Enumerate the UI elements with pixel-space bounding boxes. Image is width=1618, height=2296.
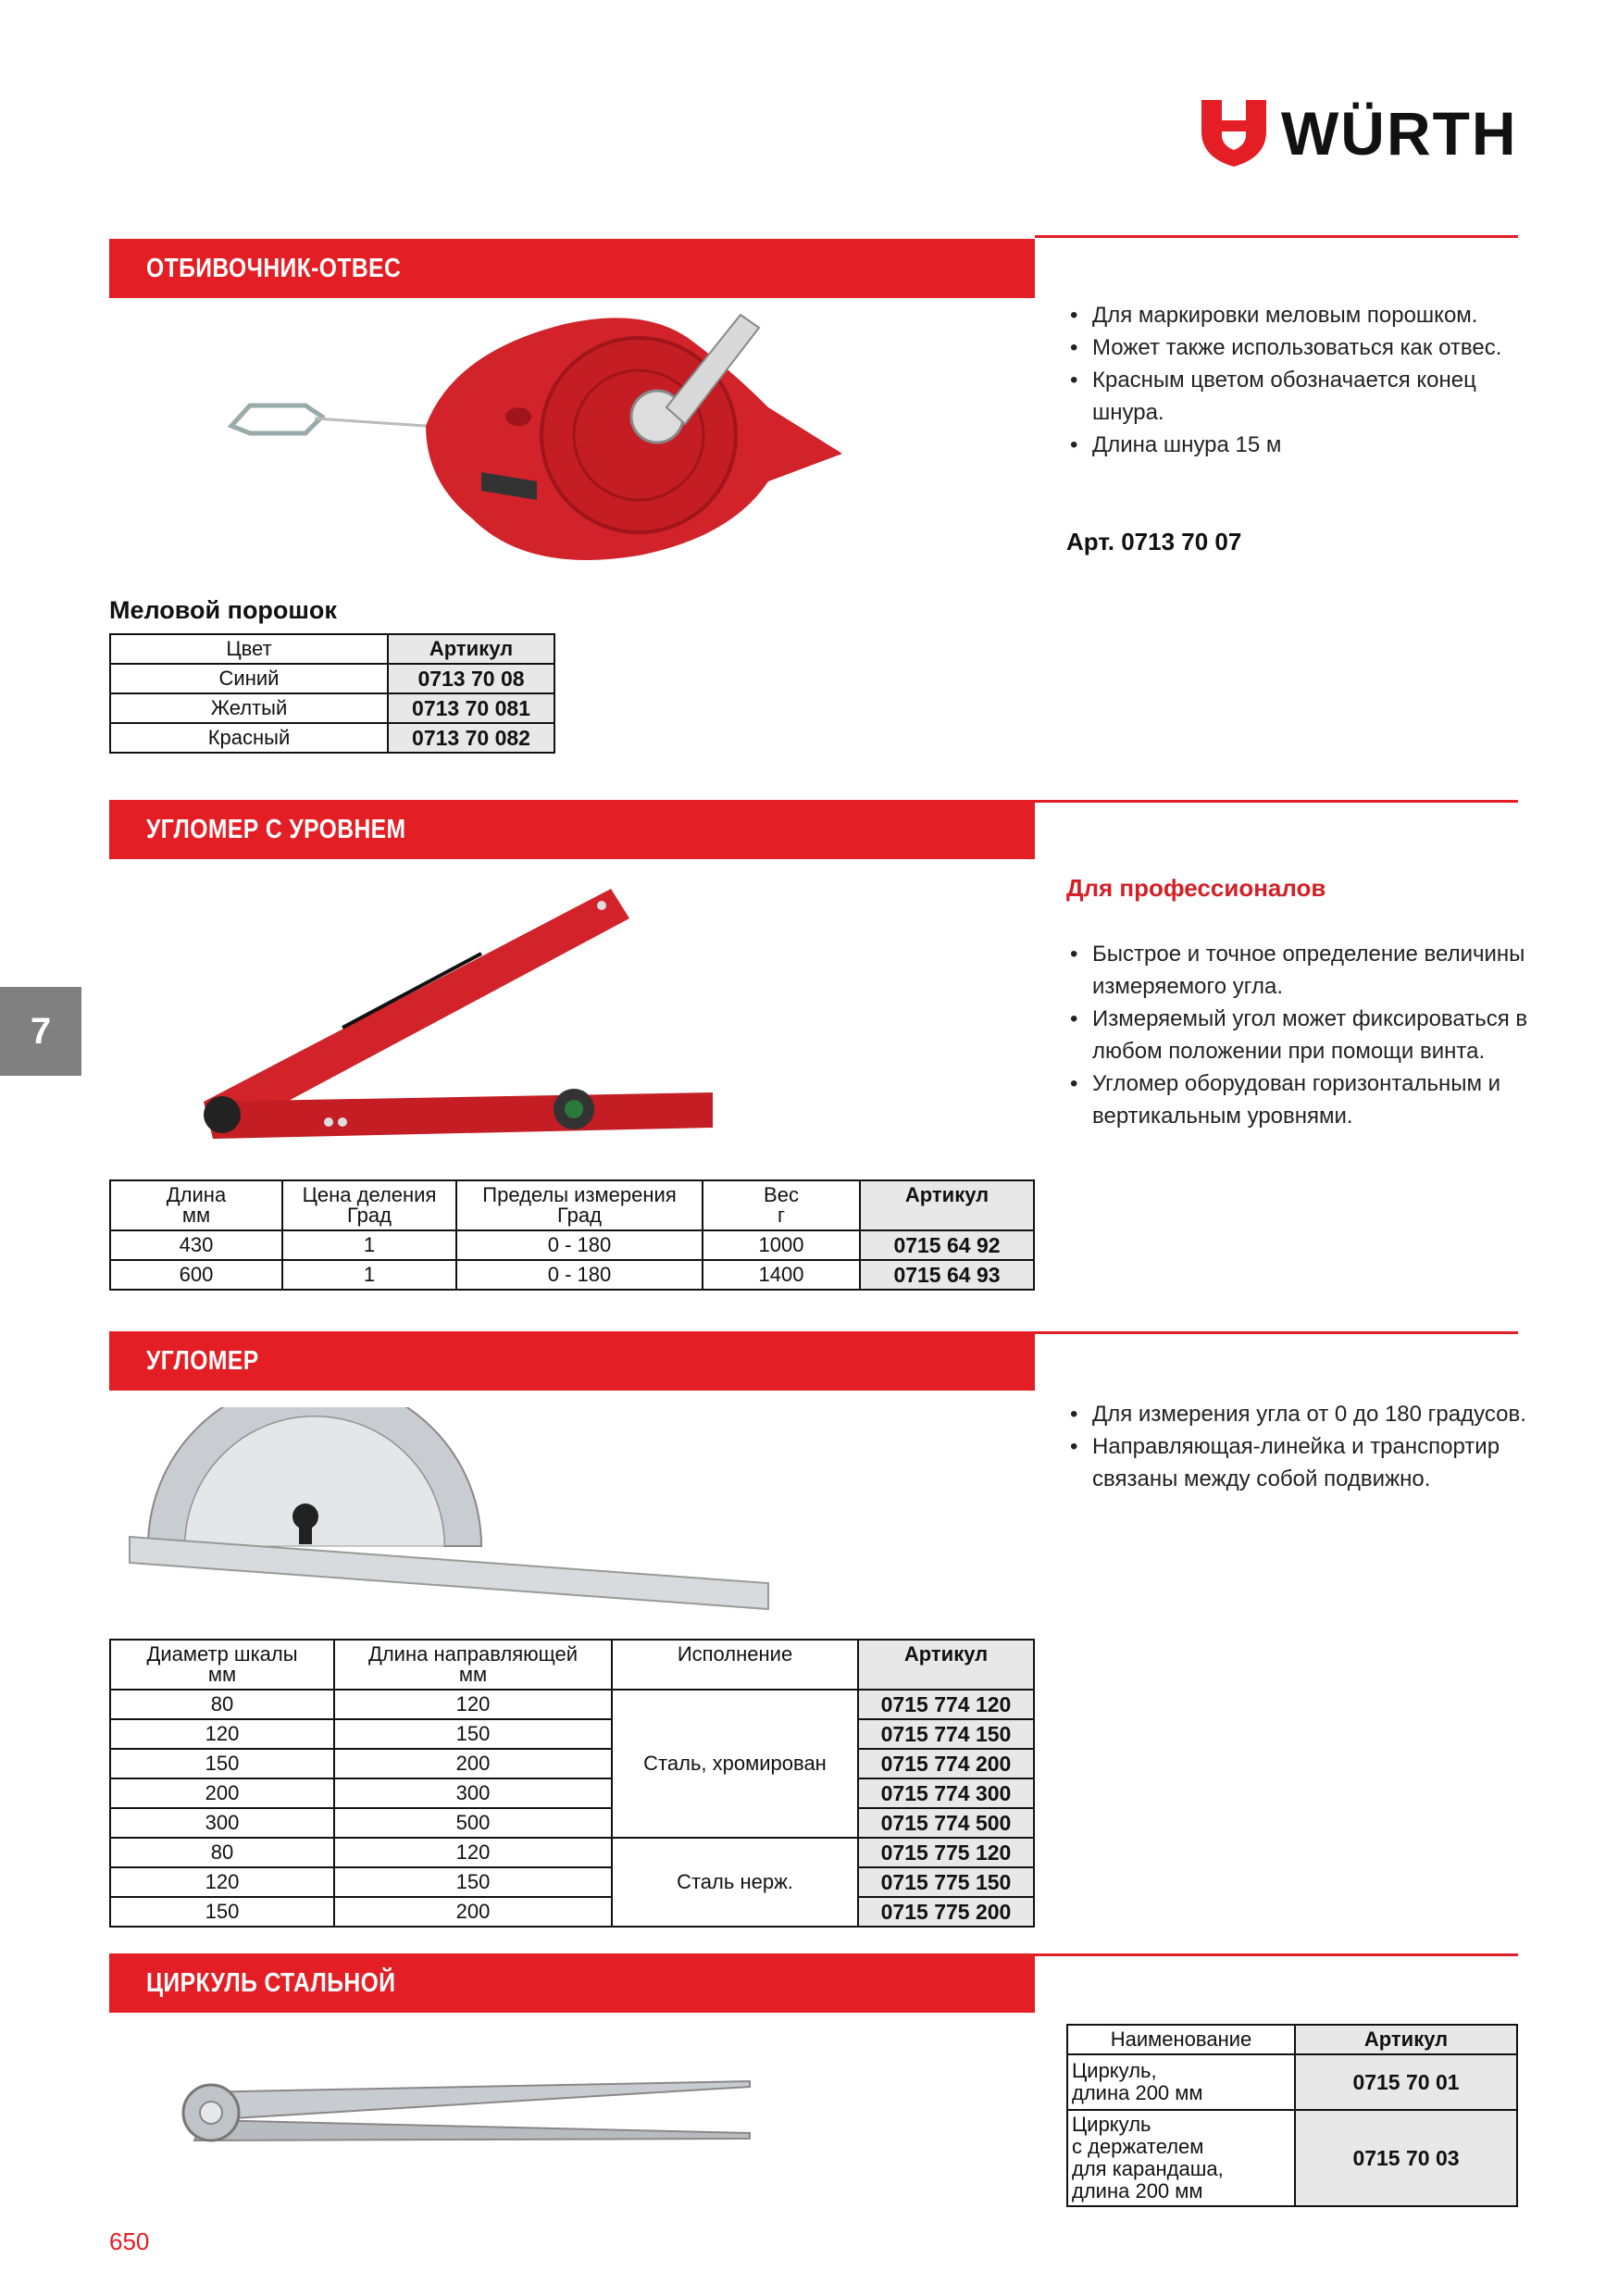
- section-divider: [1035, 235, 1518, 238]
- table-cell: 200: [334, 1897, 612, 1927]
- column-header: Артикул: [858, 1640, 1034, 1690]
- section-header-chalk-line: [109, 239, 1035, 298]
- table-cell: 600: [110, 1260, 282, 1290]
- section-divider: [1035, 800, 1518, 803]
- table-cell: 150: [334, 1867, 612, 1897]
- column-header: Диаметр шкалы мм: [110, 1640, 334, 1690]
- table-cell: 0713 70 081: [388, 693, 554, 723]
- section-header-compass: [109, 1953, 1035, 2013]
- product-name-cell: Циркуль с держателем для карандаша, длина 200 мм: [1067, 2110, 1295, 2206]
- table-cell: 300: [110, 1808, 334, 1838]
- table-row: [110, 1867, 1034, 1897]
- column-header: Пределы измерения Град: [456, 1180, 703, 1230]
- chalk-line-article: Арт. 0713 70 07: [1066, 528, 1242, 555]
- table-cell: 120: [334, 1690, 612, 1719]
- column-header: Вес г: [703, 1180, 860, 1230]
- wurth-logo-icon: [1201, 100, 1266, 167]
- table-cell: 0713 70 08: [388, 664, 554, 693]
- brand-name: WÜRTH: [1281, 99, 1518, 168]
- level-protractor-features: [1066, 938, 1529, 1132]
- table-cell: 0715 774 300: [858, 1778, 1034, 1808]
- table-row: [110, 1897, 1034, 1927]
- steel-compass-image: [167, 2037, 778, 2185]
- table-row: [110, 693, 554, 723]
- table-cell: 200: [334, 1749, 612, 1778]
- table-row: [1067, 2110, 1517, 2206]
- table-cell: 120: [334, 1838, 612, 1867]
- table-cell: 200: [110, 1778, 334, 1808]
- section-title: УГЛОМЕР: [146, 1346, 259, 1376]
- feature-item: • Измеряемый угол может фиксироваться в любом положении при помощи винта.: [1066, 1003, 1529, 1067]
- table-cell: 0 - 180: [456, 1230, 703, 1260]
- table-row: [110, 1719, 1034, 1749]
- feature-item: • Для маркировки меловым порошком.: [1066, 299, 1529, 331]
- table-cell: 0715 774 150: [858, 1719, 1034, 1749]
- table-row: [110, 1230, 1034, 1260]
- level-protractor-table: [109, 1179, 1035, 1291]
- table-cell: Синий: [110, 664, 388, 693]
- column-header: Артикул: [1295, 2025, 1517, 2054]
- level-protractor-image: [176, 880, 768, 1167]
- table-row: [110, 664, 554, 693]
- feature-item: • Может также использоваться как отвес.: [1066, 331, 1529, 364]
- product-name-cell: Циркуль, длина 200 мм: [1067, 2054, 1295, 2110]
- column-header: Длина направляющей мм: [334, 1640, 612, 1690]
- column-header: Артикул: [388, 634, 554, 664]
- section-title: ЦИРКУЛЬ СТАЛЬНОЙ: [146, 1968, 396, 1998]
- chapter-tab: 7: [0, 987, 81, 1076]
- table-row: [110, 1778, 1034, 1808]
- feature-item: • Длина шнура 15 м: [1066, 429, 1529, 461]
- professional-tagline: Для профессионалов: [1066, 874, 1326, 902]
- table-row: [110, 723, 554, 753]
- section-divider: [1035, 1331, 1518, 1334]
- table-cell: 0715 64 93: [860, 1260, 1034, 1290]
- table-cell: 0 - 180: [456, 1260, 703, 1290]
- table-cell: 0715 64 92: [860, 1230, 1034, 1260]
- table-cell: 500: [334, 1808, 612, 1838]
- table-row: [110, 1260, 1034, 1290]
- powder-table: [109, 633, 555, 754]
- table-cell: 0715 70 01: [1295, 2054, 1517, 2110]
- table-cell: 0715 775 120: [858, 1838, 1034, 1867]
- protractor-table: [109, 1639, 1035, 1928]
- feature-item: • Быстрое и точное определение величины измеряемого угла.: [1066, 938, 1529, 1003]
- wurth-logo: [1201, 96, 1518, 170]
- table-cell: 0715 774 500: [858, 1808, 1034, 1838]
- powder-title: Меловой порошок: [109, 596, 337, 624]
- table-row: [110, 1838, 1034, 1867]
- protractor-image: [120, 1407, 787, 1620]
- chalk-line-features: [1066, 299, 1529, 461]
- table-cell: 0715 775 200: [858, 1897, 1034, 1927]
- section-title: ОТБИВОЧНИК-ОТВЕС: [146, 254, 402, 283]
- section-header-level-protractor: [109, 800, 1035, 859]
- feature-item: • Направляющая-линейка и транспортир связаны между собой подвижно.: [1066, 1430, 1529, 1495]
- table-cell: 80: [110, 1838, 334, 1867]
- table-row: [110, 1690, 1034, 1719]
- table-cell: 1000: [703, 1230, 860, 1260]
- table-cell: 0715 774 200: [858, 1749, 1034, 1778]
- table-cell: 80: [110, 1690, 334, 1719]
- page-number: 650: [109, 2227, 150, 2255]
- table-row: [110, 1808, 1034, 1838]
- table-row: [110, 1749, 1034, 1778]
- section-title: УГЛОМЕР С УРОВНЕМ: [146, 815, 406, 844]
- table-cell: 1400: [703, 1260, 860, 1290]
- section-header-protractor: [109, 1331, 1035, 1391]
- material-cell: Сталь, хромирован: [612, 1690, 858, 1838]
- table-row: [1067, 2054, 1517, 2110]
- table-cell: 1: [282, 1260, 456, 1290]
- feature-item: • Угломер оборудован горизонтальным и вертикальным уровнями.: [1066, 1067, 1529, 1132]
- column-header: Исполнение: [612, 1640, 858, 1690]
- table-cell: 120: [110, 1867, 334, 1897]
- table-cell: Красный: [110, 723, 388, 753]
- protractor-features: [1066, 1398, 1529, 1495]
- column-header: Артикул: [860, 1180, 1034, 1230]
- column-header: Наименование: [1067, 2025, 1295, 2054]
- table-cell: 1: [282, 1230, 456, 1260]
- section-divider: [1035, 1953, 1518, 1956]
- table-cell: Желтый: [110, 693, 388, 723]
- chalk-line-reel-image: [213, 296, 861, 574]
- table-cell: 150: [334, 1719, 612, 1749]
- column-header: Цена деления Град: [282, 1180, 456, 1230]
- column-header: Длина мм: [110, 1180, 282, 1230]
- table-cell: 430: [110, 1230, 282, 1260]
- table-cell: 0715 774 120: [858, 1690, 1034, 1719]
- column-header: Цвет: [110, 634, 388, 664]
- table-cell: 120: [110, 1719, 334, 1749]
- table-cell: 300: [334, 1778, 612, 1808]
- table-cell: 0715 70 03: [1295, 2110, 1517, 2206]
- table-cell: 0715 775 150: [858, 1867, 1034, 1897]
- feature-item: • Красным цветом обозначается конец шнура.: [1066, 364, 1529, 429]
- table-cell: 150: [110, 1897, 334, 1927]
- table-cell: 0713 70 082: [388, 723, 554, 753]
- compass-table: [1066, 2024, 1518, 2207]
- material-cell: Сталь нерж.: [612, 1838, 858, 1927]
- table-cell: 150: [110, 1749, 334, 1778]
- feature-item: • Для измерения угла от 0 до 180 градусов.: [1066, 1398, 1529, 1430]
